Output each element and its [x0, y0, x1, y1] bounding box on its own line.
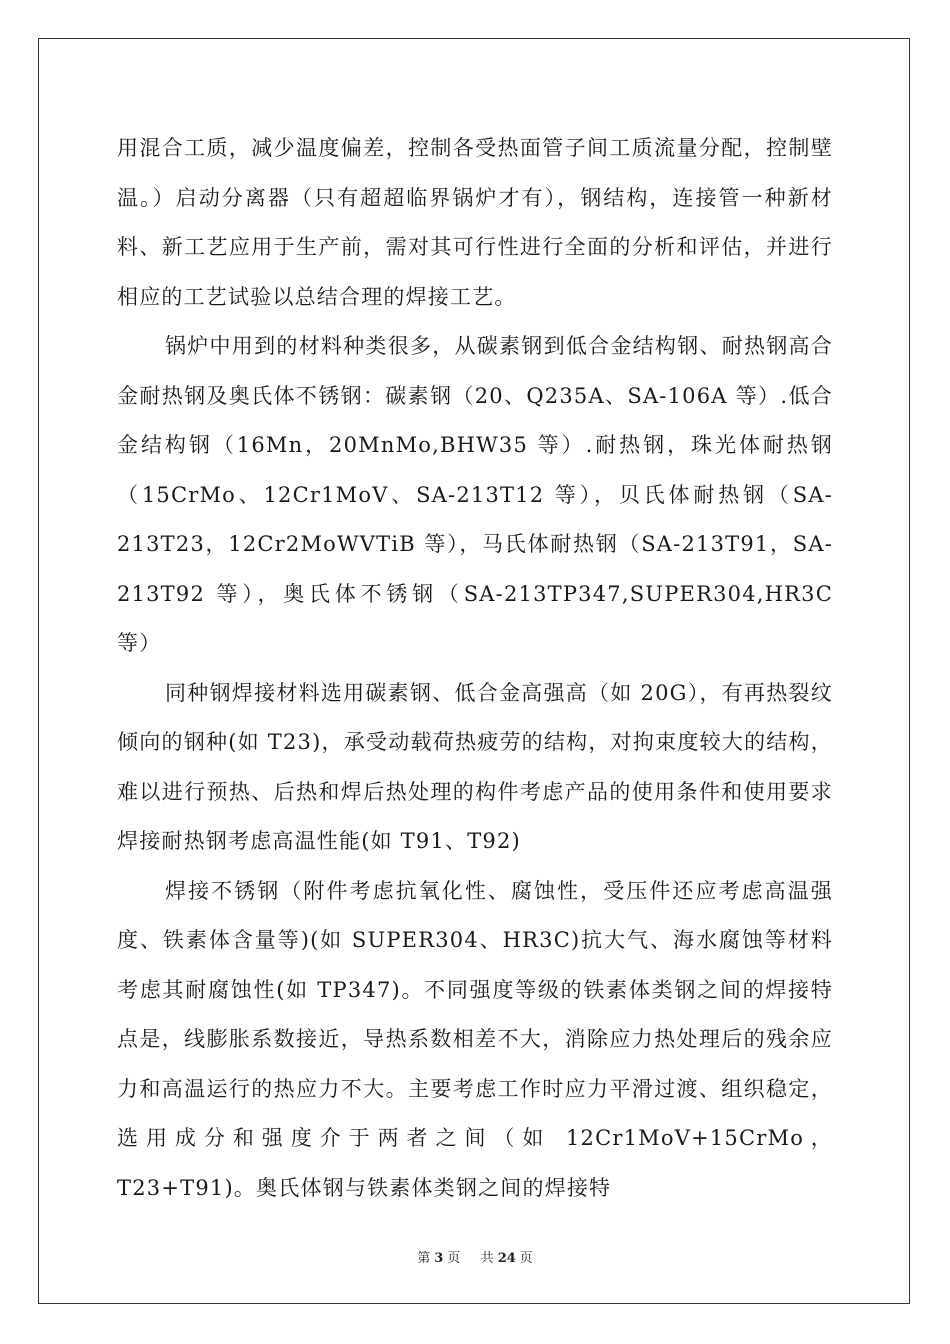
- page-indicator: 第 3 页: [417, 1251, 461, 1266]
- total-page-number: 24: [497, 1251, 516, 1266]
- page-footer: [0, 1247, 950, 1266]
- paragraph-1: 用混合工质，减少温度偏差，控制各受热面管子间工质流量分配，控制壁温。）启动分离器（只有超超临界锅炉才有），钢结构，连接管一种新材料、新工艺应用于生产前，需对其可行性进行全面的分析和评估，并进行相应的工艺试验以总结合理的焊接工艺。: [117, 136, 833, 309]
- document-body: [117, 124, 833, 1213]
- current-page-number: 3: [434, 1251, 444, 1266]
- paragraph-3: 同种钢焊接材料选用碳素钢、低合金高强高（如 20G），有再热裂纹倾向的钢种(如 T23)，承受动载荷热疲劳的结构，对拘束度较大的结构，难以进行预热、后热和焊后热处理的构件考虑产品的使用条件和使用要求焊接耐热钢考虑高温性能(如 T91、T92): [117, 680, 833, 853]
- paragraph-4: 焊接不锈钢（附件考虑抗氧化性、腐蚀性，受压件还应考虑高温强度、铁素体含量等)(如 SUPER304、HR3C)抗大气、海水腐蚀等材料考虑其耐腐蚀性(如 TP347)。不同强度等级的铁素体类钢之间的焊接特点是，线膨胀系数接近，导热系数相差不大，消除应力热处理后的残余应力和高温运行的热应力不大。主要考虑工作时应力平滑过渡、组织稳定，选用成分和强度介于两者之间（如 12Cr1MoV+15CrMo，T23+T91)。奥氏体钢与铁素体类钢之间的焊接特: [117, 878, 833, 1200]
- paragraph-2: 锅炉中用到的材料种类很多，从碳素钢到低合金结构钢、耐热钢高合金耐热钢及奥氏体不锈钢：碳素钢（20、Q235A、SA-106A 等）.低合金结构钢（16Mn，20MnMo,BHW35 等）.耐热钢，珠光体耐热钢（15CrMo、12Cr1MoV、SA-213T12 等），贝氏体耐热钢（SA-213T23，12Cr2MoWVTiB 等），马氏体耐热钢（SA-213T91，SA-213T92 等），奥氏体不锈钢（SA-213TP347,SUPER304,HR3C 等）: [117, 334, 833, 655]
- total-pages-indicator: 共 24 页: [480, 1251, 533, 1266]
